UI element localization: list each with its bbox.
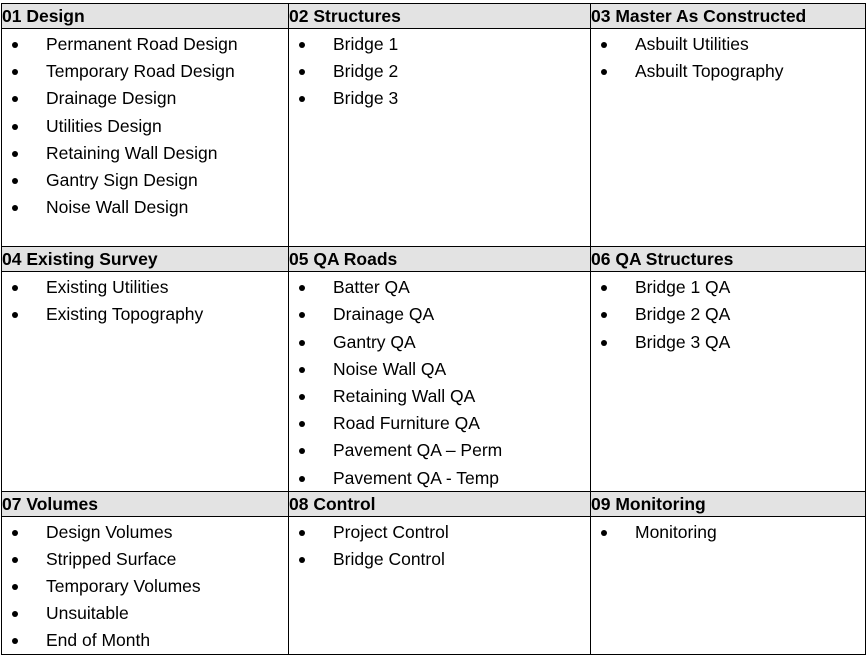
table-body [2,4,866,655]
list-item [289,301,590,328]
list-item [289,329,590,356]
bullet-list [289,517,590,573]
bullet-icon [299,42,305,48]
section-body [289,29,590,244]
bullet-list [591,29,865,85]
list-item [591,274,865,301]
section-body [591,29,865,244]
list-item-label: Existing Topography [46,304,204,325]
section-body [2,29,288,244]
bullet-icon [12,151,18,157]
list-item-label: Stripped Surface [46,548,177,569]
bullet-list [2,29,288,221]
content-row [2,29,866,247]
list-item-label: Pavement QA - Temp [333,467,500,488]
section-body [591,272,865,488]
section-title: 01 Design [2,4,289,29]
bullet-icon [299,394,305,400]
section-title: 04 Existing Survey [2,247,289,272]
list-item [2,573,288,600]
bullet-icon [299,340,305,346]
section-body [289,272,590,488]
list-item-label: Retaining Wall Design [46,142,218,163]
list-item [2,301,288,328]
list-item-label: Bridge 3 [333,88,399,109]
list-item-label: Unsuitable [46,603,129,624]
list-item-label: Drainage QA [333,304,435,325]
section-cell [289,272,591,491]
section-title: 08 Control [289,491,591,516]
folder-structure-table [1,3,866,655]
bullet-icon [12,124,18,130]
bullet-icon [12,69,18,75]
bullet-icon [12,530,18,536]
bullet-icon [12,285,18,291]
list-item [2,113,288,140]
list-item [289,31,590,58]
section-title: 03 Master As Constructed [591,4,866,29]
list-item-label: Monitoring [635,521,717,542]
bullet-icon [299,69,305,75]
bullet-icon [12,205,18,211]
list-item [2,519,288,546]
list-item [289,465,590,492]
bullet-icon [601,42,607,48]
content-row [2,272,866,491]
list-item-label: Noise Wall QA [333,358,447,379]
section-title: 05 QA Roads [289,247,591,272]
list-item-label: Retaining Wall QA [333,386,476,407]
bullet-icon [299,530,305,536]
list-item [2,194,288,221]
bullet-icon [601,530,607,536]
section-body [2,517,288,653]
section-cell [591,516,866,654]
list-item [2,600,288,627]
list-item [289,274,590,301]
list-item-label: Noise Wall Design [46,197,189,218]
list-item [289,58,590,85]
bullet-list [289,272,590,492]
bullet-icon [12,42,18,48]
list-item-label: Batter QA [333,277,410,298]
list-item-label: Gantry Sign Design [46,169,198,190]
section-title: 07 Volumes [2,491,289,516]
list-item-label: Gantry QA [333,331,416,352]
bullet-icon [299,285,305,291]
list-item [2,31,288,58]
bullet-icon [299,96,305,102]
list-item-label: Temporary Road Design [46,61,235,82]
list-item-label: Utilities Design [46,115,162,136]
section-cell [2,516,289,654]
bullet-icon [12,611,18,617]
section-cell [2,29,289,247]
list-item [289,356,590,383]
list-item [591,31,865,58]
bullet-icon [12,584,18,590]
list-item-label: Bridge Control [333,548,445,569]
list-item-label: Bridge 2 [333,61,399,82]
section-cell [289,29,591,247]
bullet-icon [601,69,607,75]
section-body [591,517,865,653]
list-item-label: Asbuilt Topography [635,61,784,82]
list-item-label: Project Control [333,521,449,542]
list-item [591,519,865,546]
bullet-icon [601,285,607,291]
header-row [2,491,866,516]
section-title: 06 QA Structures [591,247,866,272]
bullet-icon [299,421,305,427]
content-row [2,516,866,654]
list-item-label: End of Month [46,630,151,651]
list-item-label: Bridge 2 QA [635,304,731,325]
section-title: 02 Structures [289,4,591,29]
bullet-icon [12,178,18,184]
bullet-icon [12,557,18,563]
section-title: 09 Monitoring [591,491,866,516]
list-item [289,437,590,464]
bullet-list [591,272,865,356]
bullet-list [2,517,288,655]
list-item [2,140,288,167]
bullet-list [591,517,865,546]
bullet-icon [299,367,305,373]
list-item-label: Bridge 3 QA [635,331,731,352]
list-item [2,58,288,85]
list-item [2,546,288,573]
list-item [289,546,590,573]
list-item [289,383,590,410]
list-item-label: Temporary Volumes [46,575,201,596]
list-item [2,627,288,654]
list-item-label: Pavement QA – Perm [333,440,503,461]
bullet-icon [299,557,305,563]
header-row [2,247,866,272]
list-item [591,301,865,328]
list-item [289,519,590,546]
list-item [289,85,590,112]
list-item-label: Permanent Road Design [46,34,238,54]
section-body [289,517,590,653]
bullet-icon [12,312,18,318]
list-item-label: Bridge 1 QA [635,277,731,298]
bullet-icon [299,312,305,318]
list-item [2,85,288,112]
list-item-label: Existing Utilities [46,277,169,298]
bullet-icon [299,448,305,454]
bullet-icon [299,476,305,482]
list-item [289,410,590,437]
list-item [2,167,288,194]
header-row [2,4,866,29]
section-cell [2,272,289,491]
bullet-icon [601,340,607,346]
list-item-label: Drainage Design [46,88,177,109]
list-item-label: Design Volumes [46,521,173,542]
bullet-icon [12,96,18,102]
list-item [2,274,288,301]
list-item-label: Asbuilt Utilities [635,34,749,54]
section-cell [591,272,866,491]
bullet-list [2,272,288,328]
list-item-label: Road Furniture QA [333,413,480,434]
section-cell [289,516,591,654]
list-item [591,329,865,356]
list-item-label: Bridge 1 [333,34,399,54]
section-cell [591,29,866,247]
list-item [591,58,865,85]
bullet-icon [12,638,18,644]
bullet-icon [601,312,607,318]
section-body [2,272,288,488]
bullet-list [289,29,590,113]
